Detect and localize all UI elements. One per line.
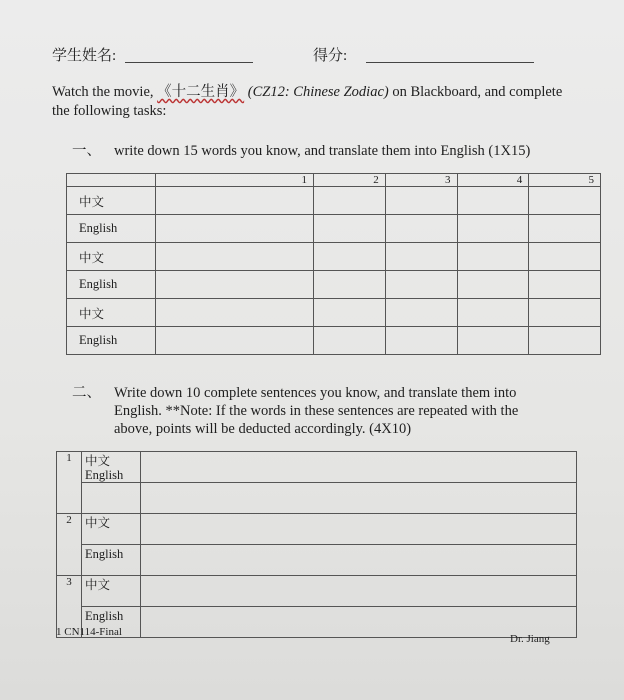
answer-cell[interactable] [156,271,314,299]
row-label: 中文 [67,243,156,271]
row-number: 2 [57,514,82,576]
score-line [366,62,534,63]
column-header: 4 [457,174,529,187]
answer-cell[interactable] [156,327,314,355]
row-label: 中文 [82,514,141,545]
table-corner [67,174,156,187]
answer-cell[interactable] [156,187,314,215]
answer-cell[interactable] [457,271,529,299]
row-label: English [67,215,156,243]
section1-marker: 一、 [72,143,101,159]
column-header: 3 [385,174,457,187]
instructions-part2: on Blackboard, and complete the following tasks: [52,84,563,119]
column-header: 2 [314,174,386,187]
answer-cell[interactable] [314,271,386,299]
label-cn: 中文 [85,454,111,468]
answer-cell[interactable] [457,327,529,355]
answer-cell[interactable] [385,243,457,271]
student-name-line [125,62,253,63]
answer-cell[interactable] [156,215,314,243]
answer-cell[interactable] [141,514,577,545]
footer-course-code: 1 CN114-Final [56,626,122,638]
section2-marker: 二、 [72,385,101,401]
answer-cell[interactable] [314,187,386,215]
score-label: 得分: [313,48,348,64]
answer-cell[interactable] [385,187,457,215]
answer-cell[interactable] [385,327,457,355]
section2-instruction: Write down 10 complete sentences you know, and translate them into English. **Note: If the words in these sentences are repeated with the above, points will be deducted accordingly. (4X10) [114,385,519,437]
column-header: 1 [156,174,314,187]
answer-cell[interactable] [529,327,601,355]
instructions-paragraph [52,83,582,121]
answer-cell[interactable] [457,243,529,271]
answer-cell[interactable] [529,299,601,327]
sentence-table [56,451,577,638]
answer-cell[interactable] [457,215,529,243]
answer-cell[interactable] [156,243,314,271]
answer-cell[interactable] [314,327,386,355]
answer-cell[interactable] [529,271,601,299]
answer-cell[interactable] [457,187,529,215]
answer-cell[interactable] [141,576,577,607]
movie-title-cn: 《十二生肖》 [157,84,245,100]
answer-cell[interactable] [314,215,386,243]
row-label: English [67,327,156,355]
row-label: 中文 [82,576,141,607]
answer-cell[interactable] [385,271,457,299]
answer-cell[interactable] [457,299,529,327]
column-header: 5 [529,174,601,187]
section1-instruction: write down 15 words you know, and translate them into English (1X15) [114,143,531,159]
answer-cell[interactable] [141,483,577,514]
answer-cell[interactable] [141,452,577,483]
answer-cell[interactable] [385,299,457,327]
answer-cell[interactable] [156,299,314,327]
row-label: English [67,271,156,299]
row-label: English [82,545,141,576]
instructions-part1: Watch the movie, [52,84,154,100]
row-label: 中文 [67,187,156,215]
movie-title-en: (CZ12: Chinese Zodiac) [247,84,389,100]
row-label [82,483,141,514]
row-label: 中文 [67,299,156,327]
student-name-label: 学生姓名: [52,48,117,64]
vocabulary-table [66,173,601,355]
answer-cell[interactable] [385,215,457,243]
row-number: 3 [57,576,82,638]
answer-cell[interactable] [529,243,601,271]
footer-instructor: Dr. Jiang [510,633,550,645]
label-en: English [85,468,124,482]
row-label: English [82,607,141,638]
row-label [82,452,141,483]
answer-cell[interactable] [314,243,386,271]
answer-cell[interactable] [529,215,601,243]
row-number: 1 [57,452,82,514]
answer-cell[interactable] [529,187,601,215]
answer-cell[interactable] [314,299,386,327]
answer-cell[interactable] [141,545,577,576]
